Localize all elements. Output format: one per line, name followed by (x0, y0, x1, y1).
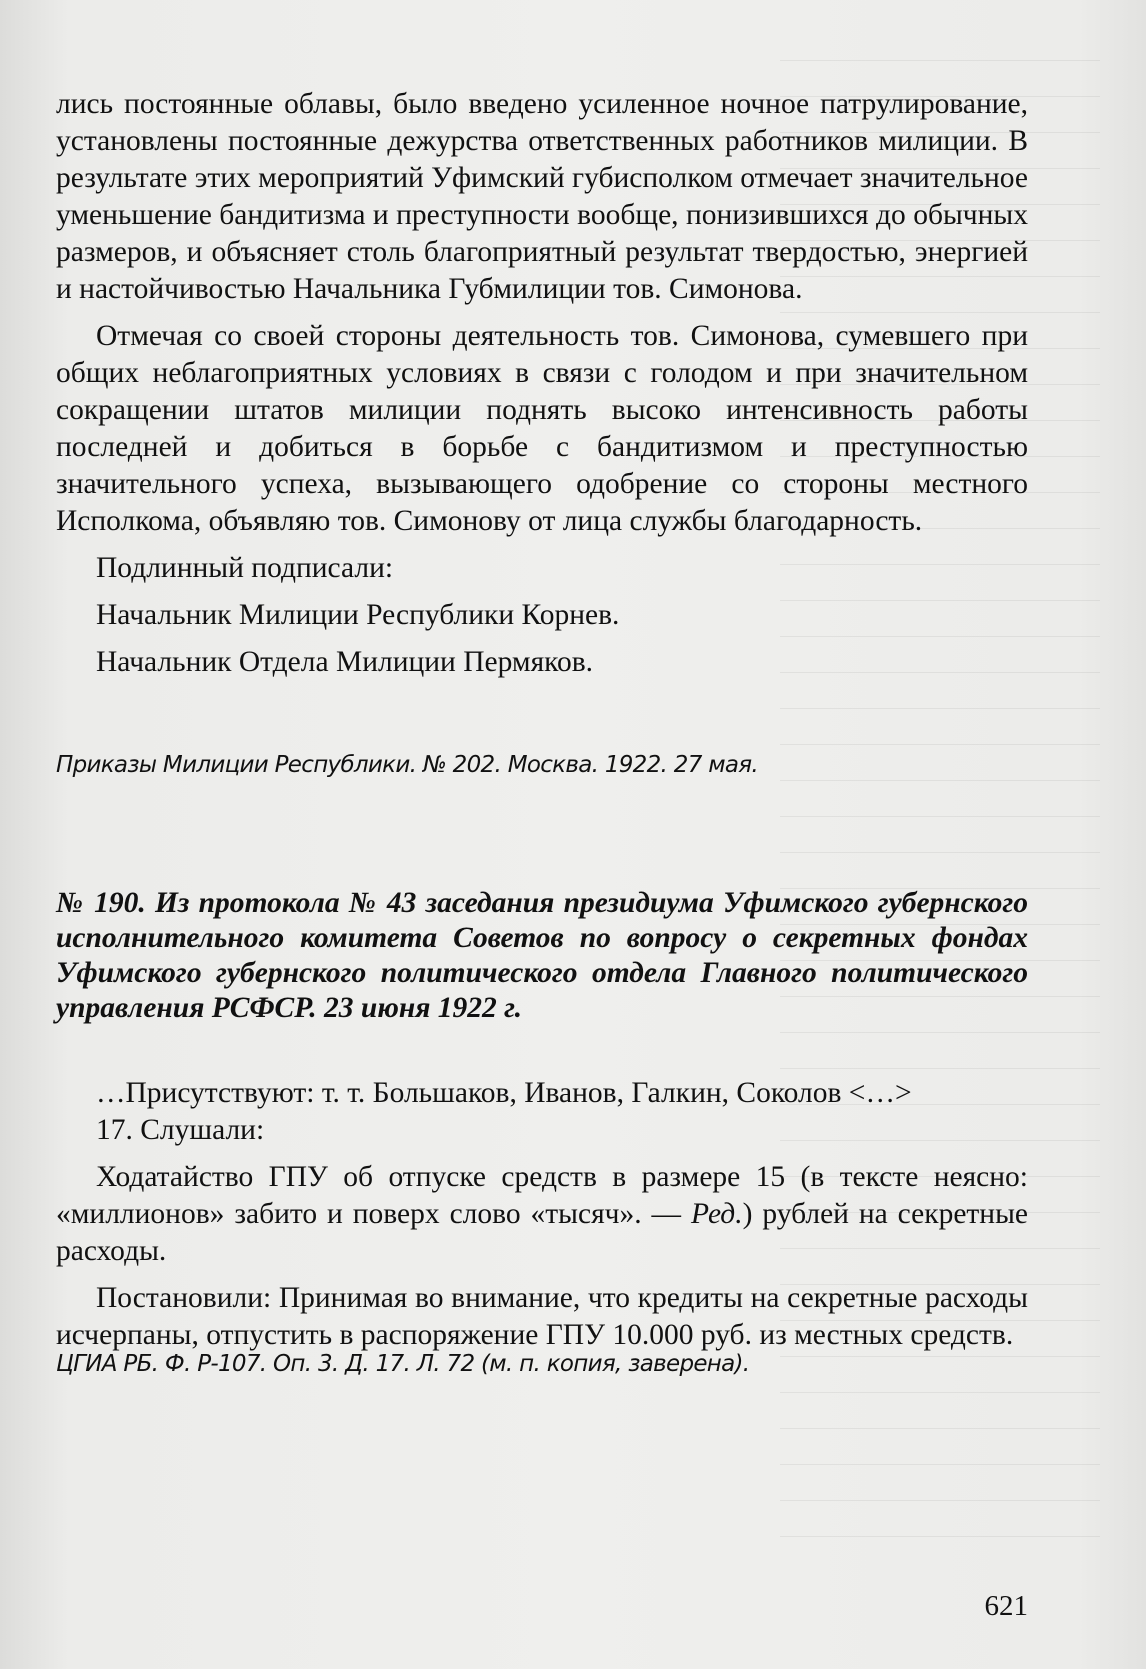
source-citation-orders: Приказы Милиции Республики. № 202. Москва. 1922. 27 мая. (56, 752, 759, 778)
paragraph-commendation: Отмечая со своей стороны деятельность тов. Симонова, сумевшего при общих неблагоприятных условиях в связи с голодом и при значительном сокращении штатов милиции поднять высоко интенсивность работы последней и добиться в борьбе с бандитизмом и преступностью значительного успеха, вызывающего одобрение со стороны местного Исполкома, объявляю тов. Симонову от лица службы благодарность. (56, 320, 1028, 537)
editor-note: Ред. (690, 1198, 743, 1230)
present-line: …Присутствуют: т. т. Большаков, Иванов, Галкин, Соколов <…> (96, 1077, 912, 1109)
source-citation-archive: ЦГИА РБ. Ф. Р-107. Оп. 3. Д. 17. Л. 72 (м. п. копия, заверена). (56, 1351, 750, 1377)
document-title: № 190. Из протокола № 43 заседания президиума Уфимского губернского исполнительного комитета Советов по вопросу о секретных фондах Уфимского губернского политического отдела Главного политического управления РСФСР. 23 июня 1922 г. (56, 887, 1028, 1024)
signed-label: Подлинный подписали: (96, 552, 394, 584)
page-number: 621 (984, 1590, 1028, 1622)
protocol-text-block (56, 1075, 1028, 1354)
resolution-paragraph: Постановили: Принимая во внимание, что кредиты на секретные расходы исчерпаны, отпустить в распоряжение ГПУ 10.000 руб. из местных средств. (56, 1282, 1028, 1351)
petition-paragraph (56, 1159, 1028, 1270)
petition-text-end: ) рублей на секретные расходы. (56, 1198, 1029, 1267)
petition-text-start: Ходатайство ГПУ об отпуске средств в размере 15 (в тексте неясно: «миллионов» забито и поверх слово «тысяч». — (56, 1161, 1028, 1230)
signature-permyakov: Начальник Отдела Милиции Пермяков. (96, 646, 594, 678)
heard-line: 17. Слушали: (96, 1114, 265, 1146)
paragraph-continuation: лись постоянные облавы, было введено усиленное ночное патрулирование, установлены постоянные дежурства ответственных работников милиции. В результате этих мероприятий Уфимский губисполком отмечает значительное уменьшение бандитизма и преступности вообще, понизившихся до обычных размеров, и объясняет столь благоприятный результат твердостью, энергией и настойчивостью Начальника Губмилиции тов. Симонова. (56, 88, 1028, 305)
signature-kornev: Начальник Милиции Республики Корнев. (96, 599, 620, 631)
order-text-block (56, 86, 1028, 681)
